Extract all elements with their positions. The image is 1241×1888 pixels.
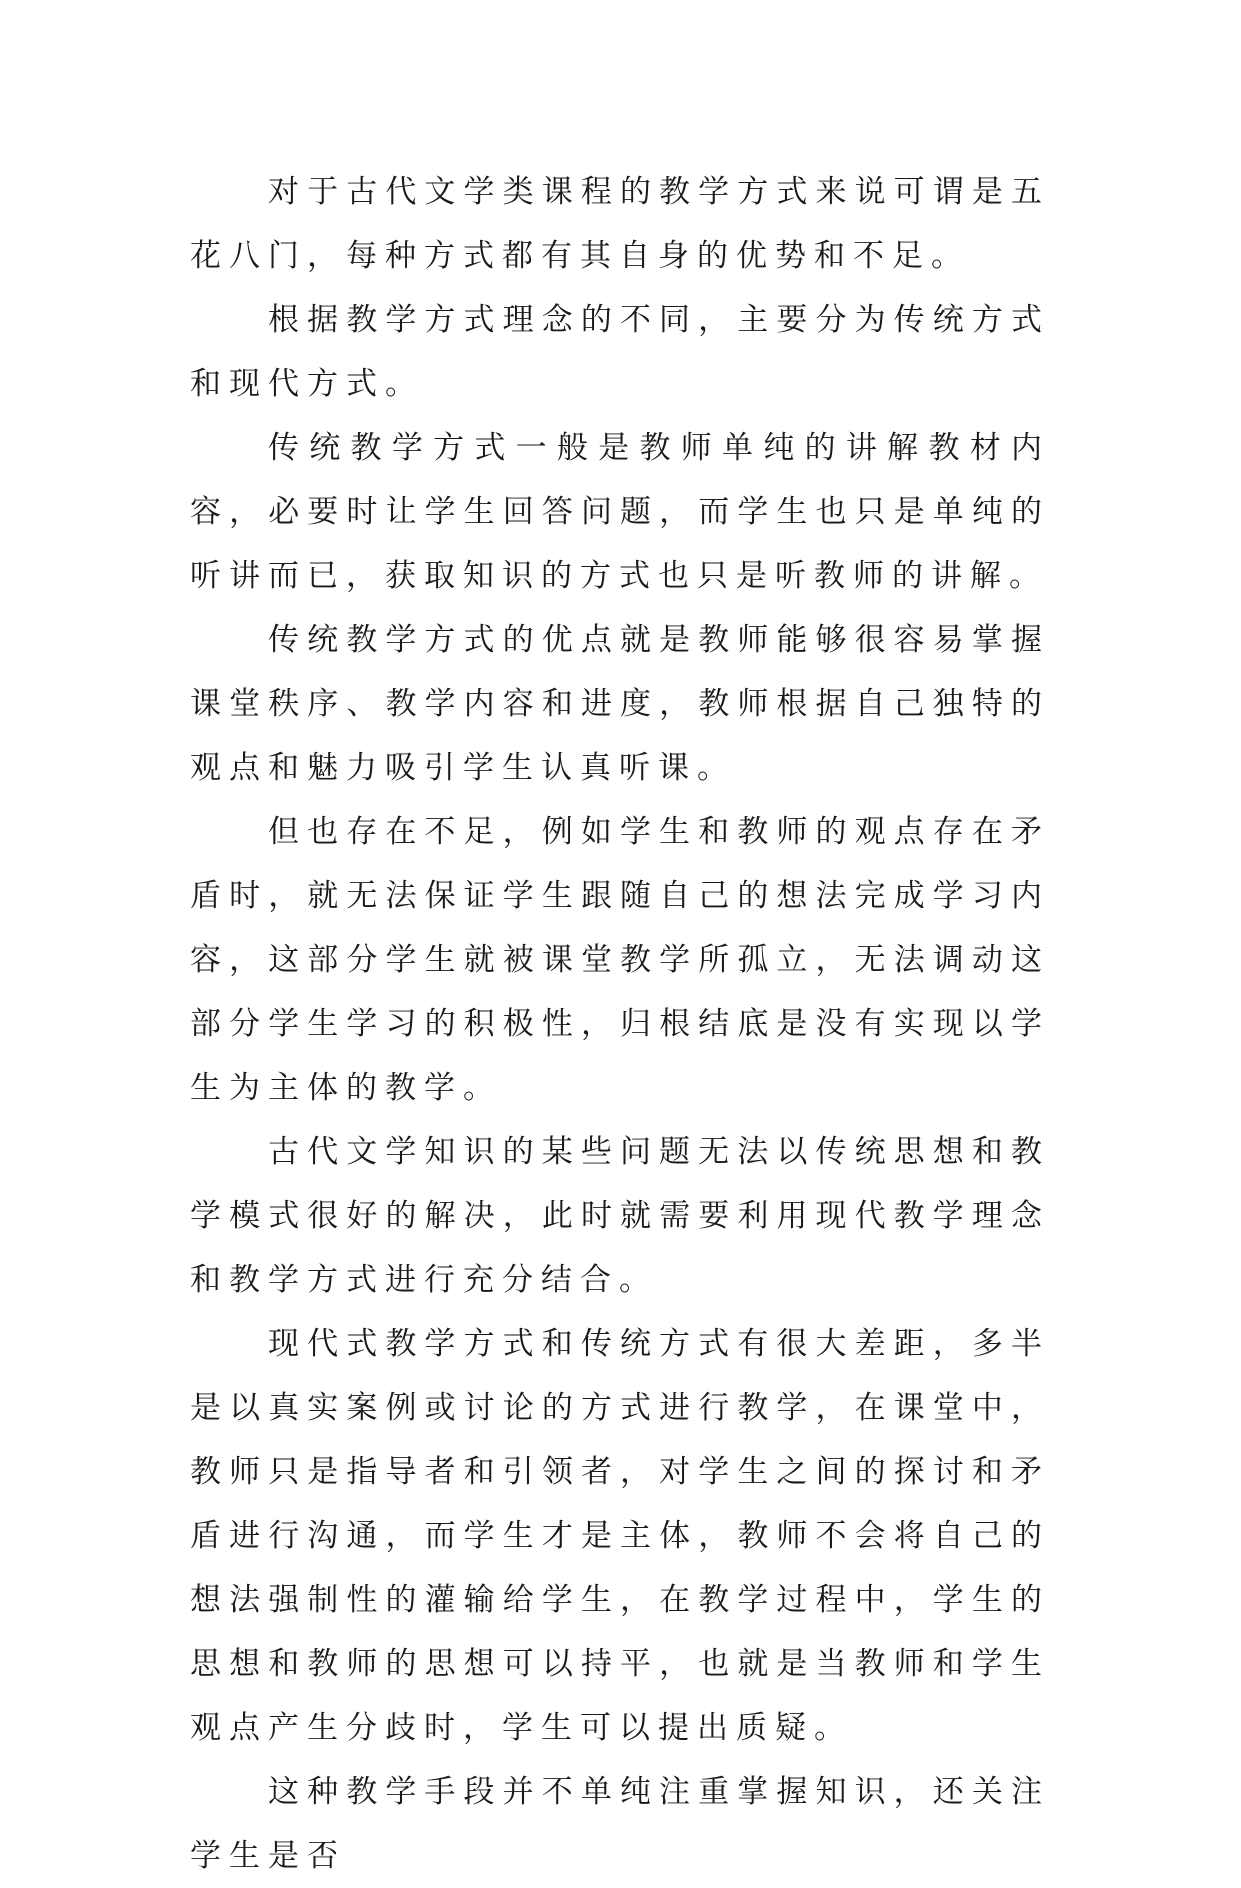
paragraph-4: 传统教学方式的优点就是教师能够很容易掌握课堂秩序、教学内容和进度，教师根据自己独特的观点和魅力吸引学生认真听课。 (190, 622, 1050, 786)
paragraph-8: 这种教学手段并不单纯注重掌握知识，还关注学生是否 (190, 1774, 1050, 1874)
paragraph-1: 对于古代文学类课程的教学方式来说可谓是五花八门，每种方式都有其自身的优势和不足。 (190, 174, 1050, 274)
body-text (190, 160, 1050, 1888)
paragraph-6: 古代文学知识的某些问题无法以传统思想和教学模式很好的解决，此时就需要利用现代教学理念和教学方式进行充分结合。 (190, 1134, 1050, 1298)
paragraph-2: 根据教学方式理念的不同，主要分为传统方式和现代方式。 (190, 302, 1050, 402)
paragraph-7: 现代式教学方式和传统方式有很大差距，多半是以真实案例或讨论的方式进行教学，在课堂中，教师只是指导者和引领者，对学生之间的探讨和矛盾进行沟通，而学生才是主体，教师不会将自己的想法强制性的灌输给学生，在教学过程中，学生的思想和教师的思想可以持平，也就是当教师和学生观点产生分歧时，学生可以提出质疑。 (190, 1326, 1050, 1746)
paragraph-3: 传统教学方式一般是教师单纯的讲解教材内容，必要时让学生回答问题，而学生也只是单纯的听讲而已，获取知识的方式也只是听教师的讲解。 (190, 430, 1050, 594)
paragraph-5: 但也存在不足，例如学生和教师的观点存在矛盾时，就无法保证学生跟随自己的想法完成学习内容，这部分学生就被课堂教学所孤立，无法调动这部分学生学习的积极性，归根结底是没有实现以学生为主体的教学。 (190, 814, 1050, 1106)
